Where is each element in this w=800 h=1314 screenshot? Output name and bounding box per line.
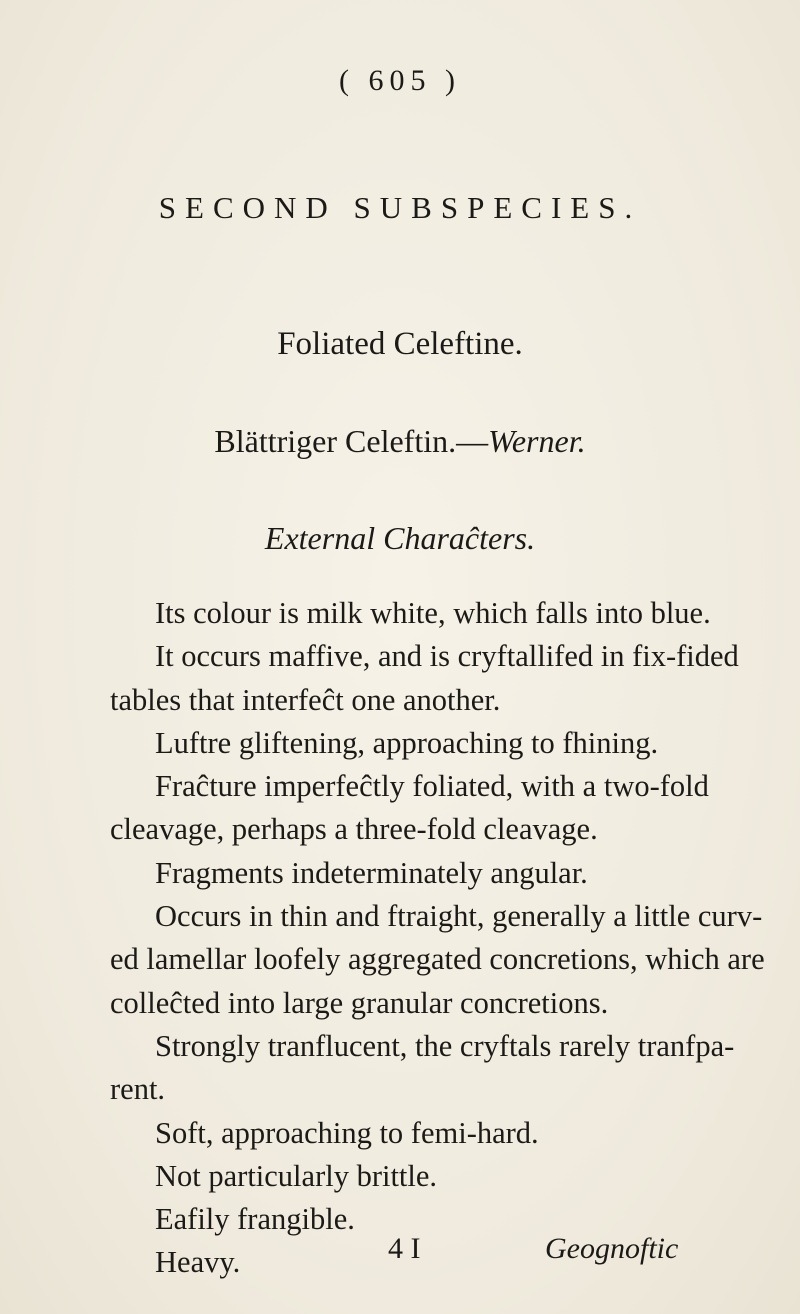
- synonym-line: [0, 423, 800, 460]
- text-line: Fraĉture imperfeĉtly foliated, with a two-fold: [155, 769, 709, 804]
- text-line: Heavy.: [155, 1245, 241, 1280]
- page-number: ( 605 ): [339, 64, 461, 97]
- page-footer: [0, 1232, 800, 1272]
- text-line: tables that interfeĉt one another.: [110, 682, 501, 717]
- text-line: Eafily frangible.: [155, 1202, 355, 1237]
- text-line: rent.: [110, 1072, 166, 1107]
- text-line: Luftre gliftening, approaching to fhining.: [155, 725, 659, 760]
- text-line: Soft, approaching to femi-hard.: [155, 1115, 539, 1150]
- section-title: External Charaĉters.: [264, 520, 536, 556]
- body-text: [110, 592, 765, 1285]
- text-line: Occurs in thin and ftraight, generally a little curv-: [155, 899, 763, 934]
- text-line: Its colour is milk white, which falls into blue.: [155, 596, 711, 630]
- catchword: Geognoftic: [545, 1232, 679, 1265]
- subspecies-heading: SECOND SUBSPECIES.: [158, 190, 642, 225]
- text-line: Strongly tranflucent, the cryftals rarely tranfpa-: [155, 1028, 735, 1063]
- mineral-name: Foliated Celeftine.: [277, 326, 523, 362]
- text-line: colleĉted into large granular concretions.: [110, 985, 609, 1020]
- text-line: Not particularly brittle.: [155, 1158, 438, 1193]
- synonym-authority: Werner.: [488, 423, 586, 459]
- text-line: It occurs maffive, and is cryftallifed in fix-fided: [155, 639, 739, 674]
- text-line: cleavage, perhaps a three-fold cleavage.: [110, 812, 598, 847]
- text-line: ed lamellar loofely aggregated concretions, which are: [110, 942, 765, 977]
- synonym-name: Blättriger Celeftin.—: [214, 423, 489, 459]
- signature-mark: 4 I: [388, 1232, 421, 1265]
- text-line: Fragments indeterminately angular.: [155, 855, 588, 890]
